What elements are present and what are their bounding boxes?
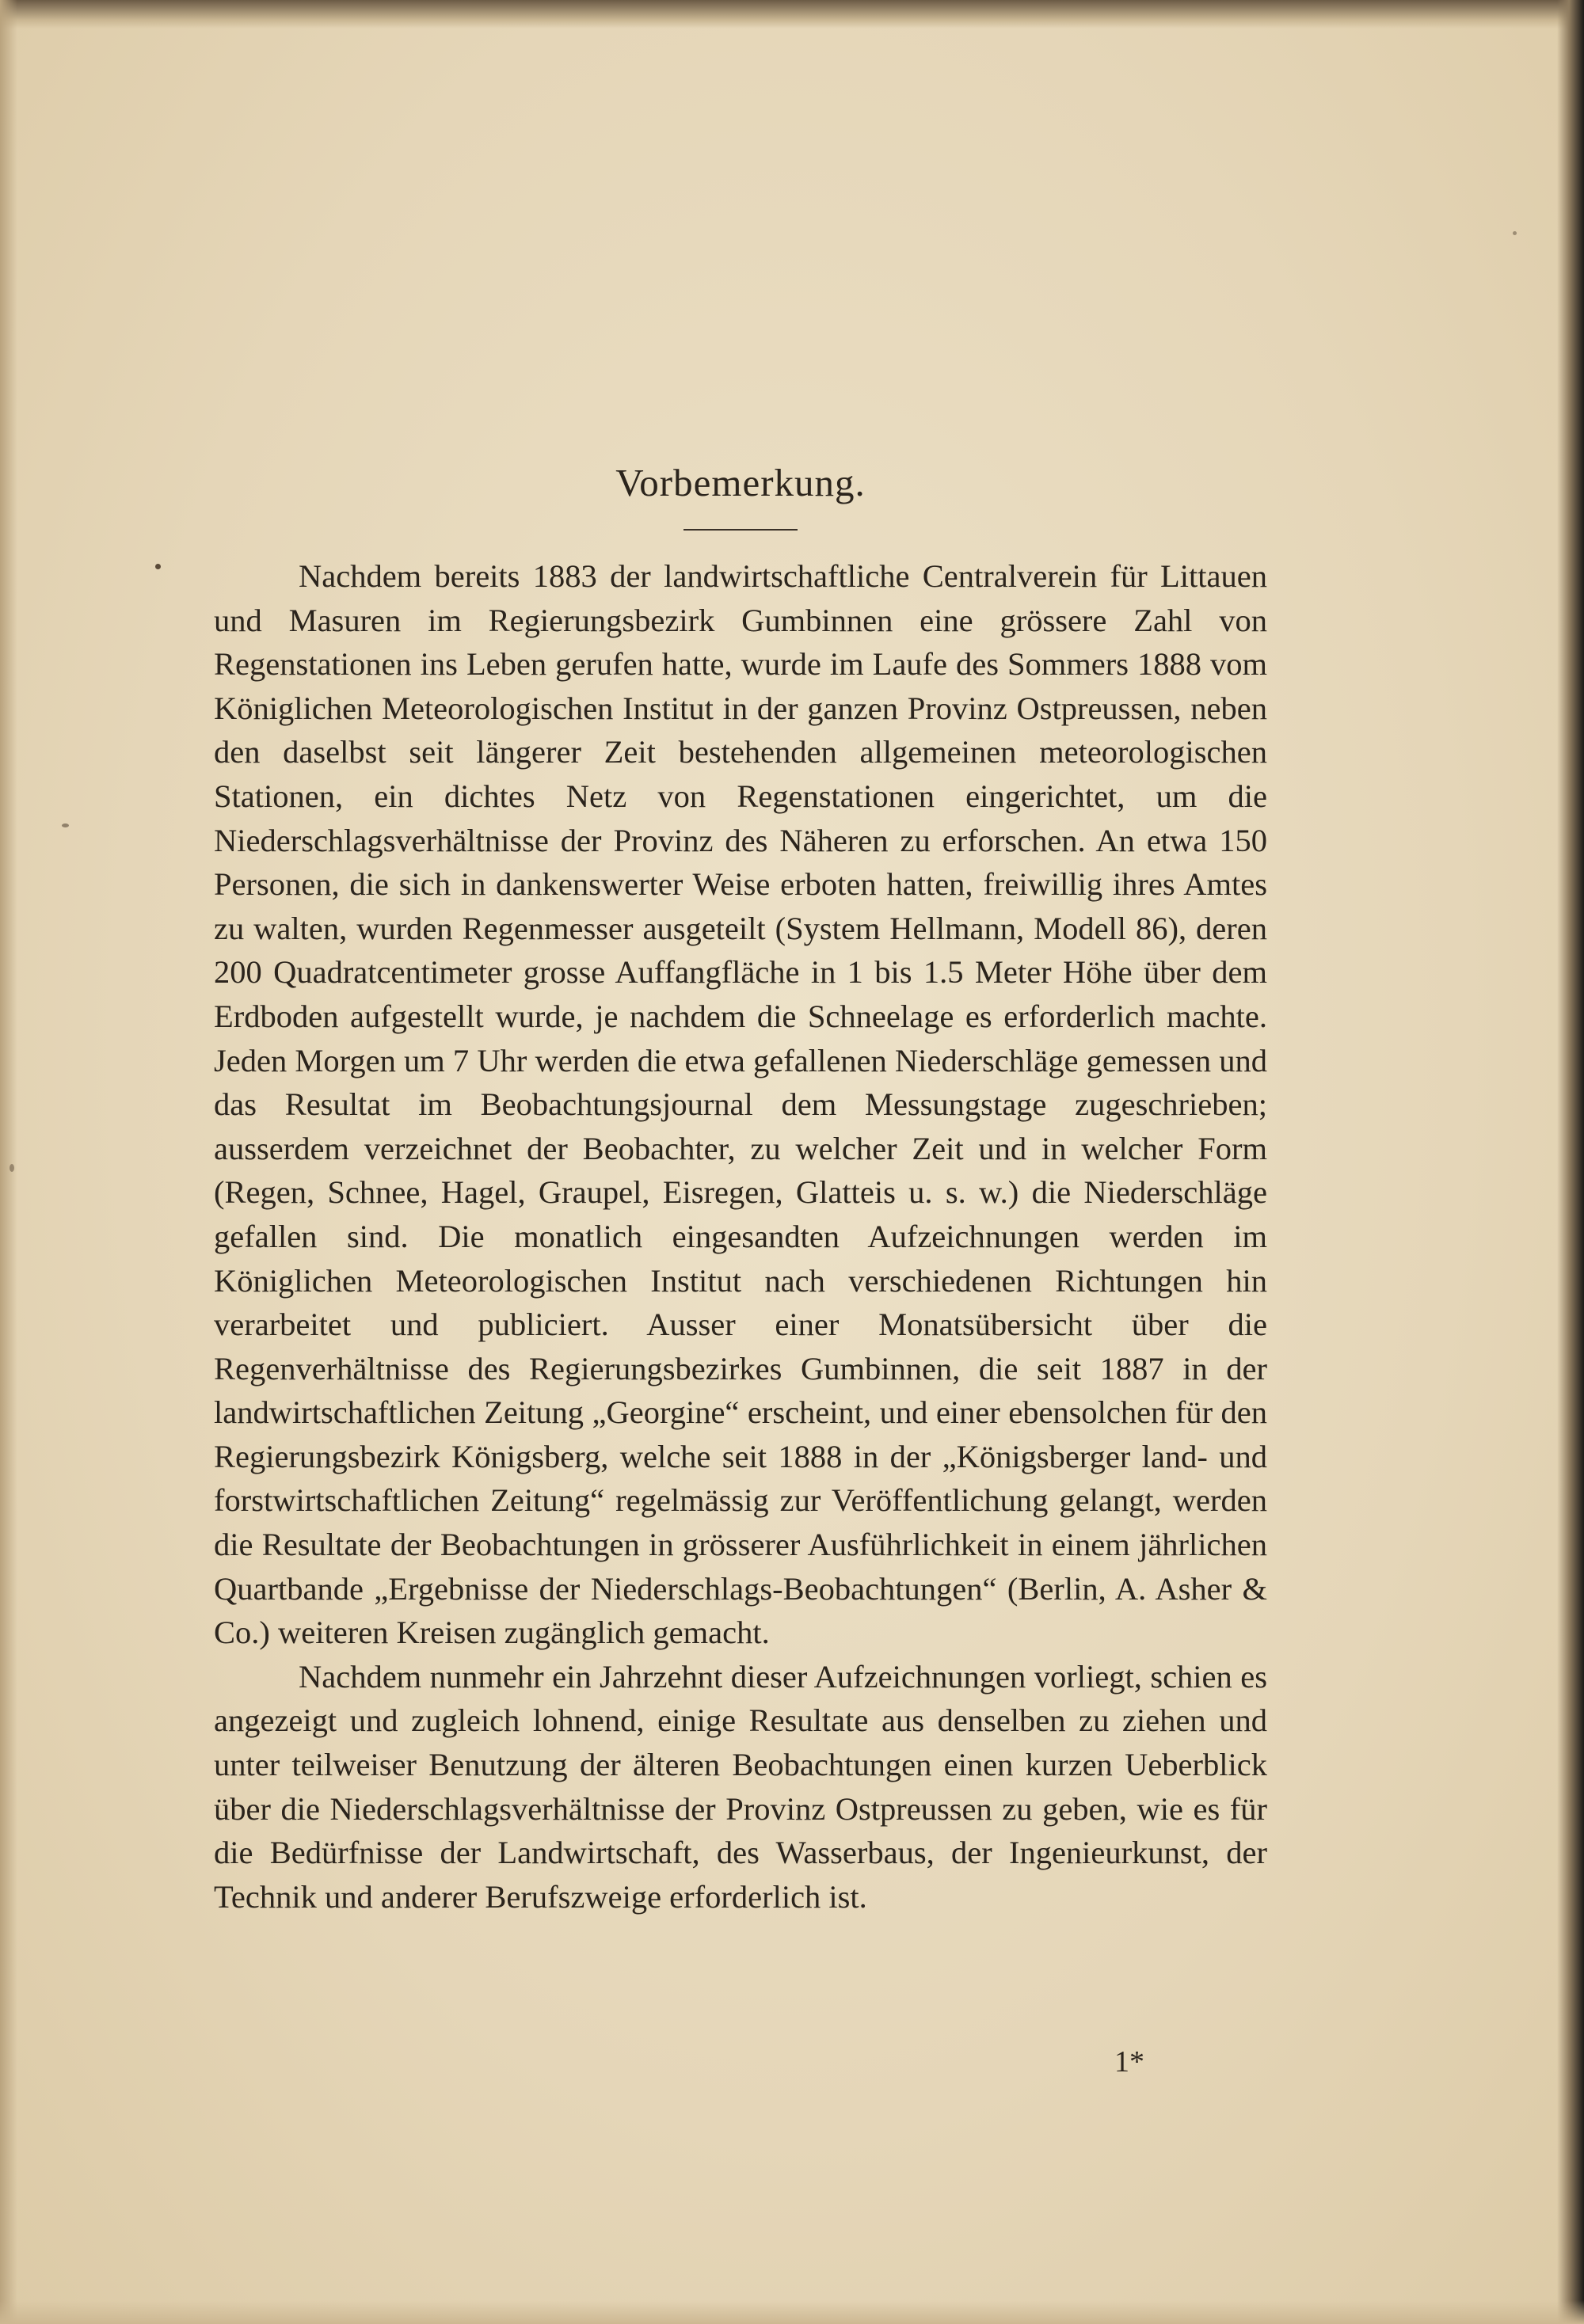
paper-speck: [155, 564, 161, 569]
page-title: Vorbemerkung.: [615, 461, 866, 504]
paper-speck: [10, 1164, 14, 1172]
paragraph-1: Nachdem bereits 1883 der landwirtschaftliche Centralverein für Littauen und Masuren im Regierungsbezirk Gumbinnen eine grössere Zahl von Regenstationen ins Leben gerufen hatte, wurde im Laufe des Sommers 1888 vom Königlichen Meteorologischen Institut in der ganzen Provinz Ostpreussen, neben den daselbst seit längerer Zeit bestehenden allgemeinen meteorologischen Stationen, ein dichtes Netz von Regenstationen eingerichtet, um die Niederschlagsverhältnisse der Provinz des Näheren zu erforschen. An etwa 150 Personen, die sich in dankenswerter Weise erboten hatten, freiwillig ihres Amtes zu walten, wurden Regenmesser ausgeteilt (System Hellmann, Modell 86), deren 200 Quadratcentimeter grosse Auffangfläche in 1 bis 1.5 Meter Höhe über dem Erdboden aufgestellt wurde, je nachdem die Schneelage es erforderlich machte. Jeden Morgen um 7 Uhr werden die etwa gefallenen Niederschläge gemessen und das Resultat im Beobachtungsjournal dem Messungstage zugeschrieben; ausserdem verzeichnet der Beobachter, zu welcher Zeit und in welcher Form (Regen, Schnee, Hagel, Graupel, Eisregen, Glatteis u. s. w.) die Niederschläge gefallen sind. Die monatlich eingesandten Aufzeichnungen werden im Königlichen Meteorologischen Institut nach verschiedenen Richtungen hin verarbeitet und publiciert. Ausser einer Monatsübersicht über die Regenverhältnisse des Regierungsbezirkes Gumbinnen, die seit 1887 in der landwirtschaftlichen Zeitung „Georgine“ erscheint, und einer ebensolchen für den Regierungsbezirk Königsberg, welche seit 1888 in der „Königsberger land- und forstwirtschaftlichen Zeitung“ regelmässig zur Veröffentlichung gelangt, werden die Resultate der Beobachtungen in grösserer Ausführlichkeit in einem jährlichen Quartbande „Ergebnisse der Niederschlags-Beobachtungen“ (Berlin, A. Asher & Co.) weiteren Kreisen zugänglich gemacht.: [214, 558, 1267, 1651]
page-bottom-edge: [0, 2300, 1584, 2324]
title-divider: [683, 529, 798, 531]
page-top-shadow: [0, 0, 1584, 29]
signature-mark: 1*: [1114, 2045, 1144, 2079]
paper-speck: [62, 823, 69, 827]
page-left-edge: [0, 0, 17, 2324]
page-binding-edge: [1557, 0, 1584, 2324]
paper-speck: [1513, 231, 1517, 235]
paragraph-2: Nachdem nunmehr ein Jahrzehnt dieser Aufzeichnungen vorliegt, schien es angezeigt und zugleich lohnend, einige Resultate aus denselben zu ziehen und unter teilweiser Benutzung der älteren Beobachtungen einen kurzen Ueberblick über die Niederschlagsverhältnisse der Provinz Ostpreussen zu geben, wie es für die Bedürfnisse der Landwirtschaft, des Wasserbaus, der Ingenieurkunst, der Technik und anderer Berufszweige erforderlich ist.: [214, 1658, 1267, 1915]
page-body: [214, 459, 1267, 1919]
